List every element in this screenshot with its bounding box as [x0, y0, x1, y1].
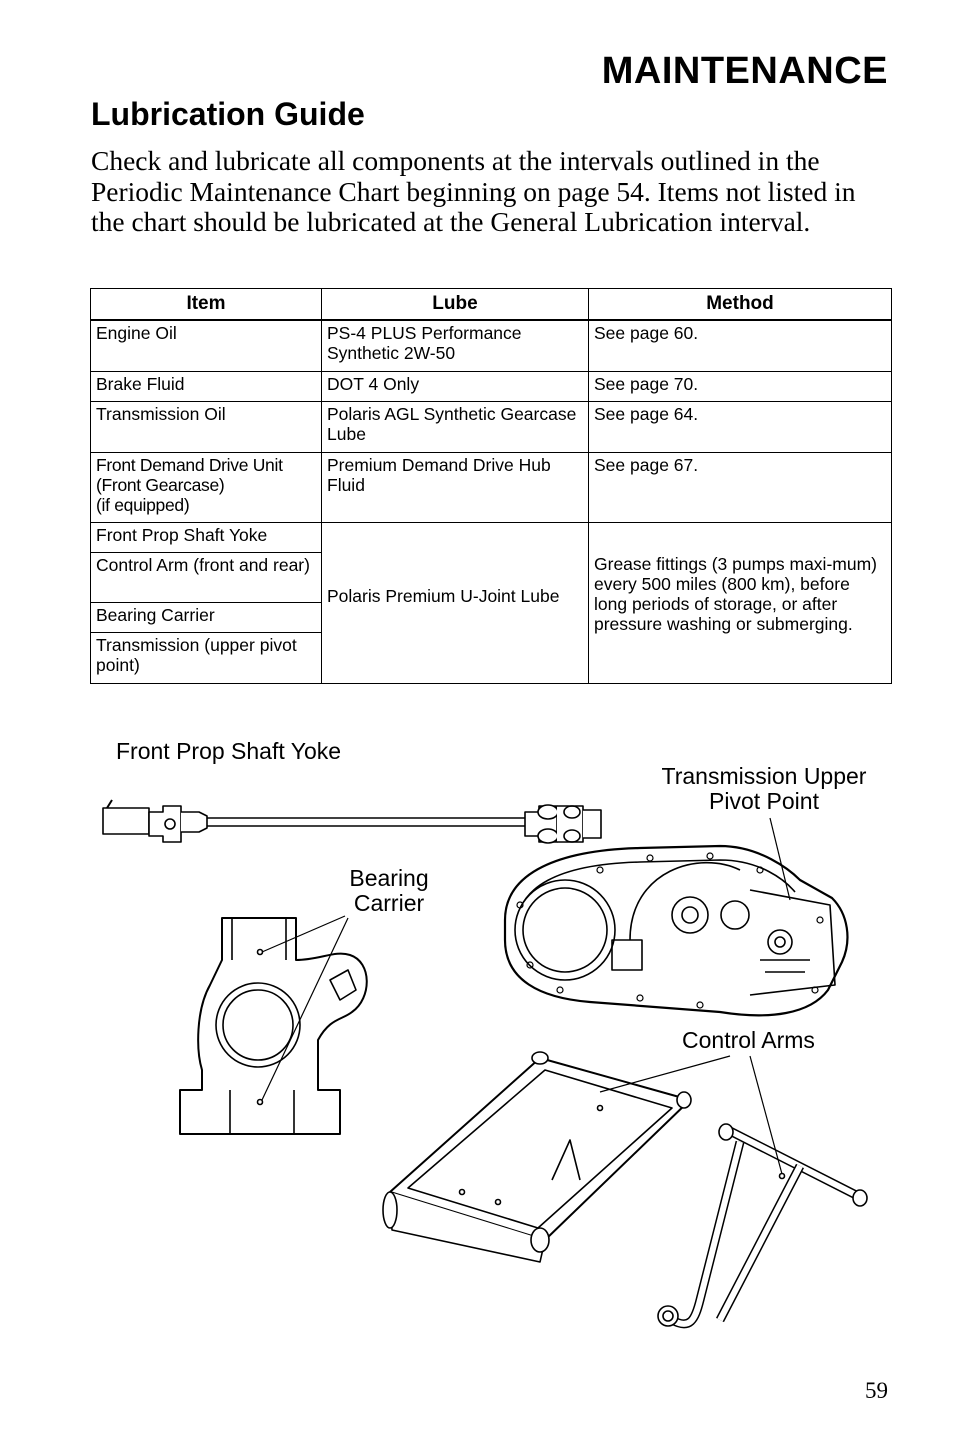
lubrication-table — [90, 288, 892, 684]
callout-control-arms: Control Arms — [682, 1027, 815, 1053]
table-row — [91, 320, 892, 371]
bearing-carrier-illustration — [180, 918, 367, 1134]
table-header-row — [91, 289, 892, 321]
page-number: 59 — [865, 1378, 888, 1403]
cell-lube: Premium Demand Drive Hub Fluid — [322, 452, 589, 522]
column-header-item: Item — [91, 289, 322, 321]
cell-item: Bearing Carrier — [91, 602, 322, 632]
table-row — [91, 452, 892, 522]
column-header-lube: Lube — [322, 289, 589, 321]
cell-item-line: (Front Gearcase) — [96, 474, 225, 495]
page-title: Lubrication Guide — [91, 96, 365, 132]
callout-line: Carrier — [353, 890, 425, 916]
section-title: MAINTENANCE — [601, 50, 888, 92]
transmission-illustration — [505, 846, 847, 1015]
callout-transmission-upper-pivot — [648, 764, 880, 814]
cell-item-line: Front Demand Drive Unit — [96, 454, 283, 475]
callout-line: Pivot Point — [709, 788, 819, 814]
cell-method-grouped: Grease fittings (3 pumps maxi-mum) every 500 miles (800 km), before long periods of storage, or after pressure washing or submerging. — [589, 522, 892, 683]
rear-control-arm-illustration — [658, 1124, 867, 1326]
table-row — [91, 522, 892, 552]
cell-method: See page 60. — [589, 320, 892, 371]
table-row — [91, 401, 892, 452]
cell-lube-grouped: Polaris Premium U-Joint Lube — [322, 522, 589, 683]
intro-paragraph: Check and lubricate all components at the intervals outlined in the Periodic Maintenance Chart beginning on page 54. Items not listed in the chart should be lubricated at the General Lubrication interval. — [91, 145, 856, 237]
table-row — [91, 371, 892, 401]
callout-bearing-carrier — [336, 866, 442, 916]
cell-item: Engine Oil — [91, 320, 322, 371]
cell-item: Front Prop Shaft Yoke — [91, 522, 322, 552]
column-header-method: Method — [589, 289, 892, 321]
callout-line: Transmission Upper — [661, 763, 867, 789]
cell-item: Transmission (upper pivot point) — [91, 632, 322, 683]
cell-item: Control Arm (front and rear) — [91, 552, 322, 602]
callout-line: Bearing — [349, 865, 429, 891]
cell-lube: DOT 4 Only — [322, 371, 589, 401]
cell-method: See page 67. — [589, 452, 892, 522]
cell-item-line: (if equipped) — [96, 494, 190, 515]
cell-method: See page 64. — [589, 401, 892, 452]
front-control-arm-illustration — [383, 1052, 691, 1262]
prop-shaft-illustration — [103, 800, 601, 843]
cell-item: Brake Fluid — [91, 371, 322, 401]
callout-front-prop-shaft-yoke: Front Prop Shaft Yoke — [116, 738, 342, 764]
cell-method: See page 70. — [589, 371, 892, 401]
cell-lube: PS-4 PLUS Performance Synthetic 2W-50 — [322, 320, 589, 371]
cell-lube: Polaris AGL Synthetic Gearcase Lube — [322, 401, 589, 452]
cell-item — [91, 452, 322, 522]
cell-item: Transmission Oil — [91, 401, 322, 452]
